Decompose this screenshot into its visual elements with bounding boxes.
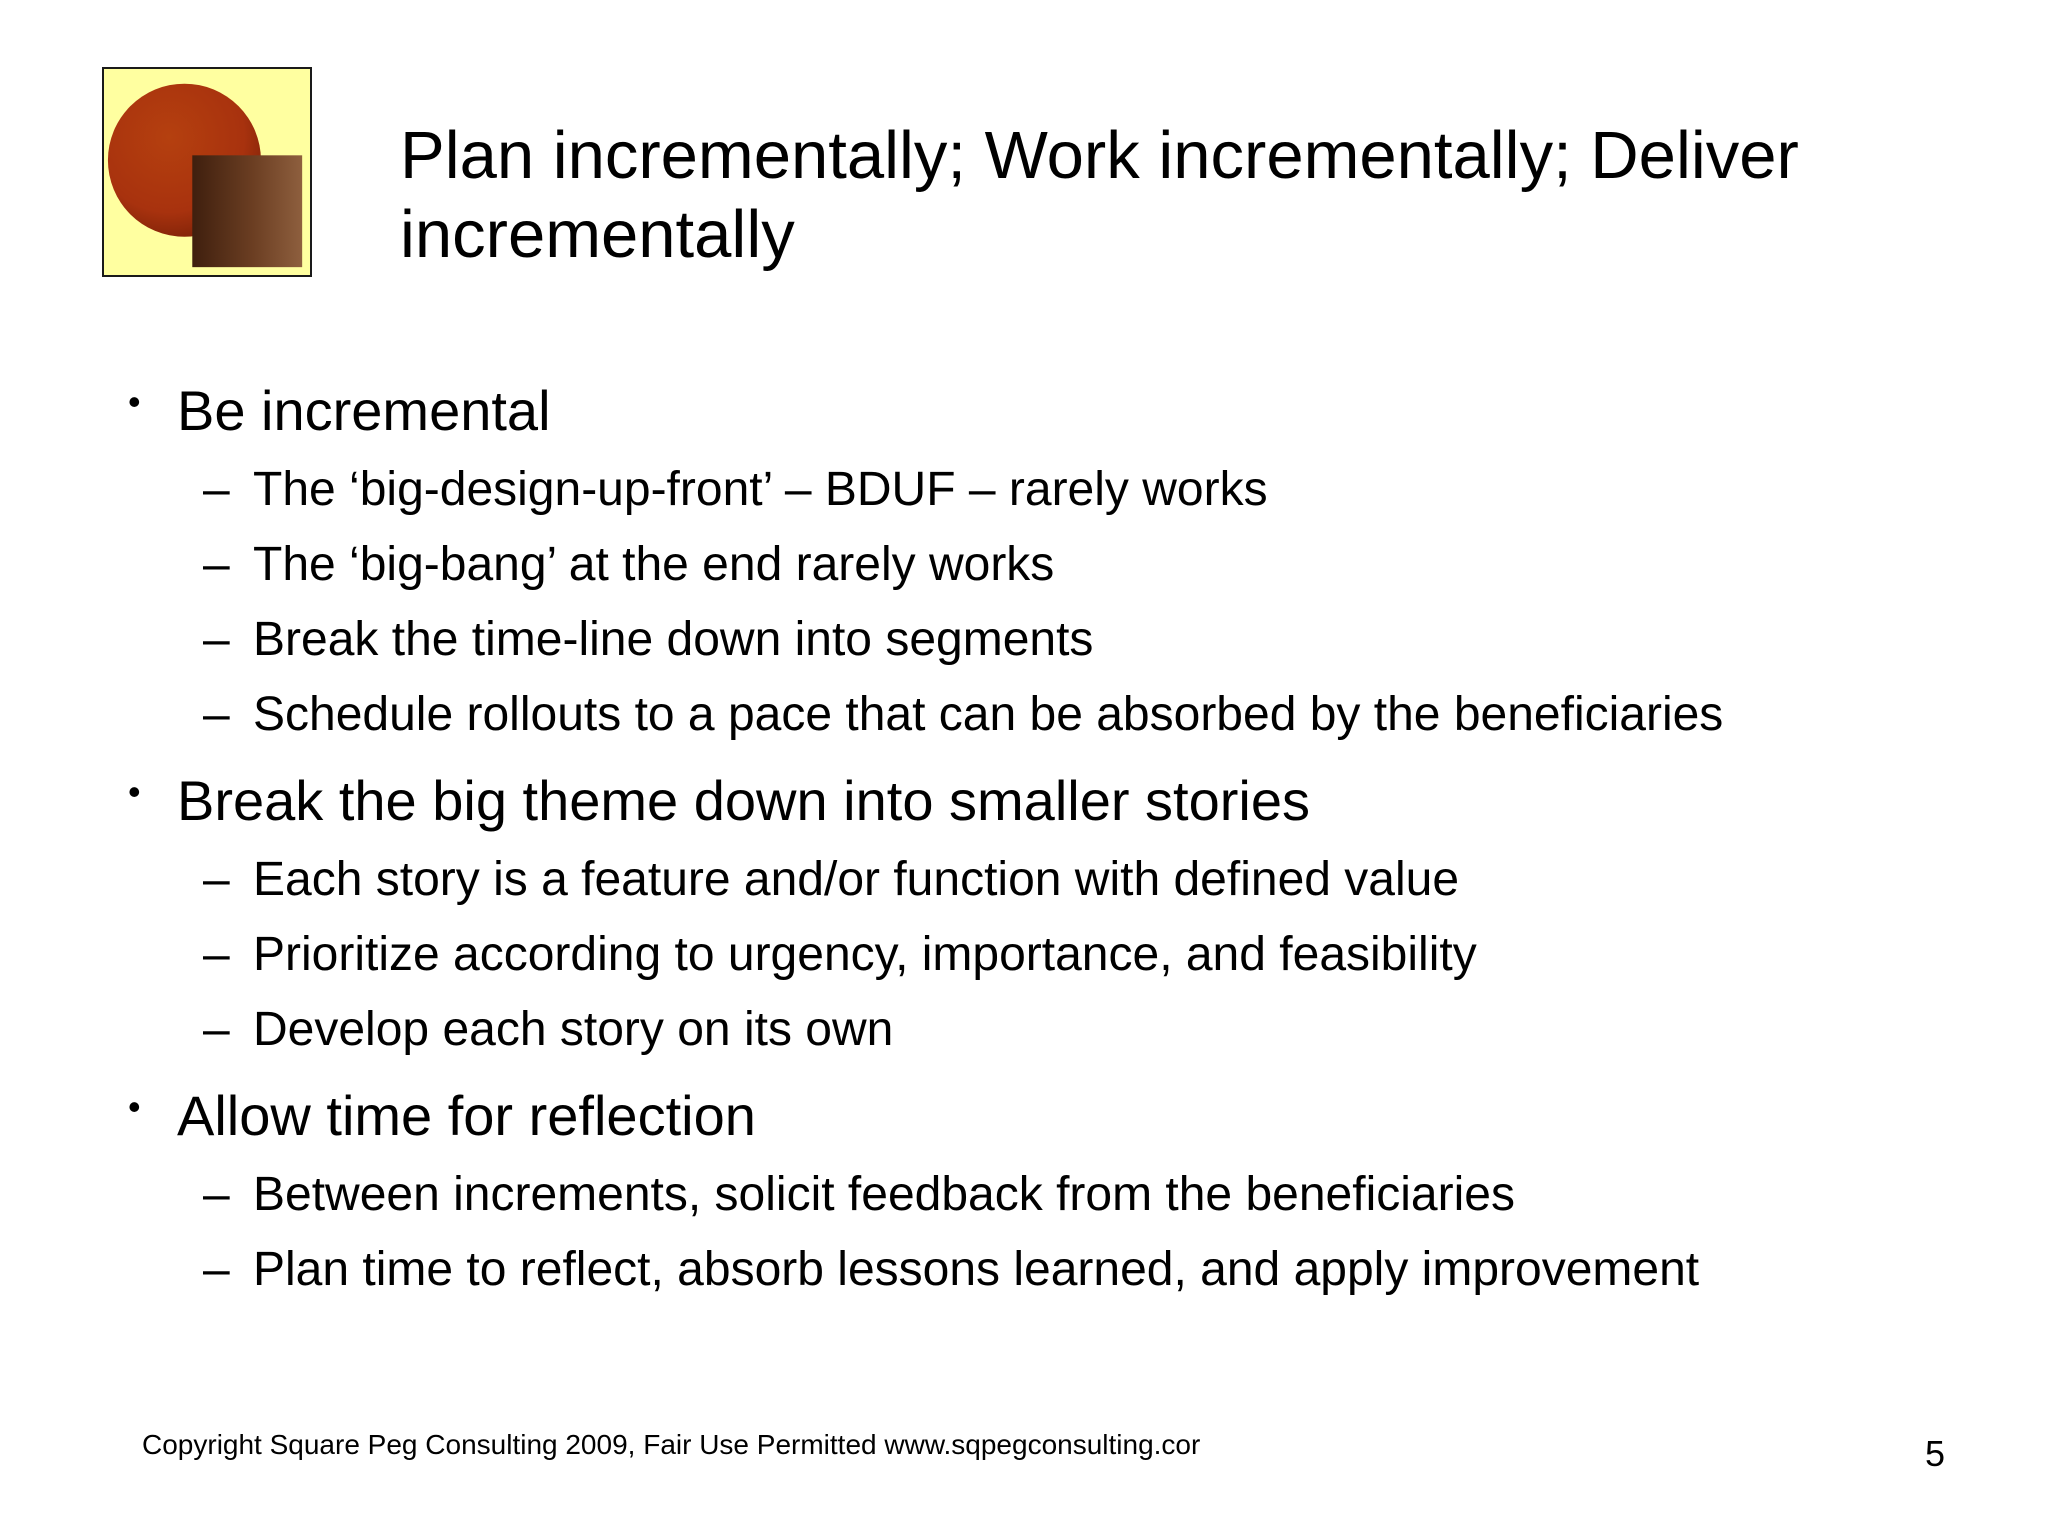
square-peg-logo-icon: [104, 69, 310, 275]
bullet-text: Be incremental: [177, 379, 551, 442]
sub-text: Plan time to reflect, absorb lessons learned, and apply improvement: [253, 1243, 1700, 1296]
sub-text: Between increments, solicit feedback from the beneficiaries: [253, 1168, 1515, 1221]
bullet-marker: •: [128, 381, 141, 422]
sub-text: Develop each story on its own: [253, 1003, 894, 1056]
sub-text: Each story is a feature and/or function with defined value: [253, 853, 1460, 906]
sub-item: [177, 1232, 2008, 1307]
bullet-item: [128, 370, 2008, 752]
bullet-marker: •: [128, 771, 141, 812]
sub-item: [177, 917, 2008, 992]
sub-list: [177, 1157, 2008, 1307]
page-number: 5: [1924, 1433, 1945, 1474]
sub-text: The ‘big-bang’ at the end rarely works: [253, 538, 1055, 591]
sub-list: [177, 452, 2008, 752]
sub-text: Prioritize according to urgency, importance, and feasibility: [253, 928, 1477, 981]
sub-marker: –: [203, 463, 230, 516]
sub-marker: –: [203, 1243, 230, 1296]
bullet-text: Allow time for reflection: [177, 1084, 756, 1147]
sub-item: [177, 842, 2008, 917]
sub-text: Break the time-line down into segments: [253, 613, 1094, 666]
sub-item: [177, 992, 2008, 1067]
sub-text: Schedule rollouts to a pace that can be absorbed by the beneficiaries: [253, 688, 1724, 741]
slide-title: Plan incrementally; Work incrementally; Deliver incrementally: [400, 118, 1799, 272]
sub-item: [177, 1157, 2008, 1232]
sub-marker: –: [203, 1003, 230, 1056]
sub-marker: –: [203, 1168, 230, 1221]
bullet-text: Break the big theme down into smaller stories: [177, 769, 1310, 832]
bullet-list: [128, 370, 2008, 1307]
sub-marker: –: [203, 538, 230, 591]
sub-item: [177, 527, 2008, 602]
sub-marker: –: [203, 613, 230, 666]
sub-marker: –: [203, 928, 230, 981]
sub-item: [177, 602, 2008, 677]
sub-list: [177, 842, 2008, 1067]
bullet-item: [128, 1075, 2008, 1307]
footer-copyright: Copyright Square Peg Consulting 2009, Fair Use Permitted www.sqpegconsulting.cor: [142, 1429, 1201, 1460]
sub-text: The ‘big-design-up-front’ – BDUF – rarely works: [253, 463, 1268, 516]
sub-marker: –: [203, 688, 230, 741]
bullet-marker: •: [128, 1086, 141, 1127]
sub-item: [177, 677, 2008, 752]
bullet-item: [128, 760, 2008, 1067]
sub-item: [177, 452, 2008, 527]
sub-marker: –: [203, 853, 230, 906]
logo: [102, 67, 312, 277]
logo-square: [192, 155, 302, 267]
